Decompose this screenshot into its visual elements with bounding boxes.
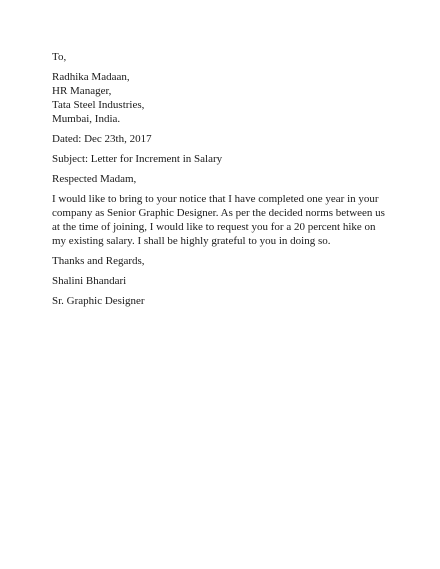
letter-closing: Thanks and Regards,	[52, 255, 145, 267]
sender-name: Shalini Bhandari	[52, 275, 127, 287]
recipient-title: HR Manager,	[52, 85, 112, 97]
letter-subject: Subject: Letter for Increment in Salary	[52, 153, 223, 165]
body-line: company as Senior Graphic Designer. As per the decided norms between us	[52, 207, 385, 219]
letter-greeting: Respected Madam,	[52, 173, 137, 185]
closing-line	[52, 254, 397, 268]
recipient-address	[52, 70, 397, 126]
body-line: my existing salary. I shall be highly grateful to you in doing so.	[52, 235, 331, 247]
letter-date: Dated: Dec 23th, 2017	[52, 133, 152, 145]
date-line	[52, 132, 397, 146]
sender-title: Sr. Graphic Designer	[52, 295, 145, 307]
greeting-line	[52, 172, 397, 186]
sender-name-line	[52, 274, 397, 288]
recipient-name: Radhika Madaan,	[52, 71, 130, 83]
letter-body	[52, 50, 397, 314]
subject-line	[52, 152, 397, 166]
to-label: To,	[52, 51, 67, 63]
sender-title-line	[52, 294, 397, 308]
to-line	[52, 50, 397, 64]
body-line: at the time of joining, I would like to request you for a 20 percent hike on	[52, 221, 376, 233]
body-paragraph	[52, 192, 397, 248]
recipient-company: Tata Steel Industries,	[52, 99, 145, 111]
body-line: I would like to bring to your notice that I have completed one year in your	[52, 193, 379, 205]
recipient-location: Mumbai, India.	[52, 113, 121, 125]
